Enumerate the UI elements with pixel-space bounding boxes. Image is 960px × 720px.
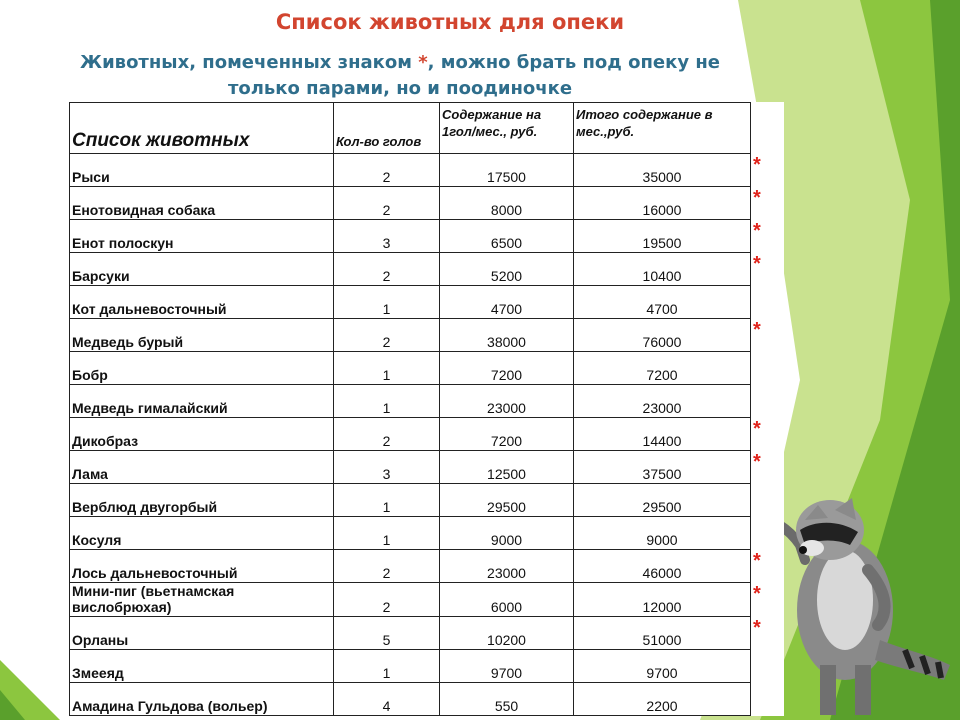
count-cell: 1	[334, 484, 440, 517]
opeka-single-mark	[751, 484, 784, 517]
count-cell: 1	[334, 517, 440, 550]
table-row	[70, 352, 784, 385]
animal-name-cell: Косуля	[70, 517, 334, 550]
animal-name-cell: Енот полоскун	[70, 220, 334, 253]
table-row	[70, 451, 784, 484]
animal-name-cell: Верблюд двугорбый	[70, 484, 334, 517]
count-cell: 2	[334, 319, 440, 352]
table-row	[70, 550, 784, 583]
subtitle-text-before: Животных, помеченных знаком	[80, 52, 419, 73]
count-cell: 2	[334, 253, 440, 286]
total-cell: 19500	[574, 220, 751, 253]
opeka-single-mark	[751, 517, 784, 550]
per-head-cell: 7200	[440, 418, 574, 451]
subtitle-text-after: , можно брать под опеку не только парами, но и поодиночке	[227, 52, 720, 99]
animal-name-cell: Медведь гималайский	[70, 385, 334, 418]
table-row	[70, 683, 784, 716]
total-cell: 37500	[574, 451, 751, 484]
opeka-single-mark	[751, 683, 784, 716]
total-cell: 10400	[574, 253, 751, 286]
opeka-single-mark: *	[753, 549, 761, 572]
table-row	[70, 319, 784, 352]
total-cell: 16000	[574, 187, 751, 220]
animal-name-cell: Енотовидная собака	[70, 187, 334, 220]
per-head-cell: 8000	[440, 187, 574, 220]
opeka-single-mark	[751, 650, 784, 683]
table-row	[70, 385, 784, 418]
table-row	[70, 286, 784, 319]
total-cell: 12000	[574, 583, 751, 617]
table-row	[70, 617, 784, 650]
animal-name-cell: Барсуки	[70, 253, 334, 286]
total-cell: 46000	[574, 550, 751, 583]
table-row	[70, 187, 784, 220]
count-cell: 2	[334, 583, 440, 617]
count-cell: 2	[334, 418, 440, 451]
total-cell: 29500	[574, 484, 751, 517]
animal-name-cell: Амадина Гульдова (вольер)	[70, 683, 334, 716]
count-cell: 1	[334, 286, 440, 319]
total-cell: 4700	[574, 286, 751, 319]
count-cell: 3	[334, 220, 440, 253]
total-cell: 76000	[574, 319, 751, 352]
count-cell: 2	[334, 550, 440, 583]
table-row	[70, 583, 784, 617]
table-row	[70, 418, 784, 451]
count-cell: 5	[334, 617, 440, 650]
opeka-single-mark: *	[753, 318, 761, 341]
page-subtitle	[60, 50, 740, 102]
total-cell: 9000	[574, 517, 751, 550]
table-row	[70, 220, 784, 253]
per-head-cell: 5200	[440, 253, 574, 286]
count-cell: 1	[334, 352, 440, 385]
per-head-cell: 23000	[440, 550, 574, 583]
animal-name-cell: Орланы	[70, 617, 334, 650]
per-head-cell: 12500	[440, 451, 574, 484]
opeka-single-mark	[751, 286, 784, 319]
total-cell: 14400	[574, 418, 751, 451]
animal-name-cell: Рыси	[70, 154, 334, 187]
per-head-cell: 10200	[440, 617, 574, 650]
per-head-cell: 550	[440, 683, 574, 716]
per-head-cell: 6500	[440, 220, 574, 253]
header-animal-list: Список животных	[70, 103, 334, 154]
opeka-single-mark: *	[753, 616, 761, 639]
opeka-single-mark: *	[753, 582, 761, 605]
header-total: Итого содержание в мес.,руб.	[574, 103, 751, 154]
animal-name-cell: Кот дальневосточный	[70, 286, 334, 319]
total-cell: 2200	[574, 683, 751, 716]
count-cell: 1	[334, 385, 440, 418]
per-head-cell: 9700	[440, 650, 574, 683]
per-head-cell: 4700	[440, 286, 574, 319]
header-per-head: Содержание на 1гол/мес., руб.	[440, 103, 574, 154]
animal-name-cell: Бобр	[70, 352, 334, 385]
animal-name-cell: Лама	[70, 451, 334, 484]
count-cell: 3	[334, 451, 440, 484]
opeka-single-mark: *	[753, 153, 761, 176]
animal-name-cell: Дикобраз	[70, 418, 334, 451]
per-head-cell: 17500	[440, 154, 574, 187]
opeka-single-mark	[751, 385, 784, 418]
table-row	[70, 154, 784, 187]
opeka-single-mark	[751, 352, 784, 385]
total-cell: 7200	[574, 352, 751, 385]
total-cell: 9700	[574, 650, 751, 683]
total-cell: 23000	[574, 385, 751, 418]
opeka-single-mark: *	[753, 252, 761, 275]
animal-name-cell: Змееяд	[70, 650, 334, 683]
animal-name-cell: Медведь бурый	[70, 319, 334, 352]
count-cell: 1	[334, 650, 440, 683]
table-header-row	[70, 103, 784, 154]
table-row	[70, 253, 784, 286]
animals-table	[69, 102, 784, 716]
opeka-single-mark: *	[753, 417, 761, 440]
opeka-single-mark: *	[753, 219, 761, 242]
total-cell: 51000	[574, 617, 751, 650]
per-head-cell: 29500	[440, 484, 574, 517]
animal-name-cell: Лось дальневосточный	[70, 550, 334, 583]
subtitle-star: *	[418, 52, 428, 73]
table-row	[70, 517, 784, 550]
header-mark-spacer	[751, 103, 784, 154]
count-cell: 2	[334, 154, 440, 187]
count-cell: 2	[334, 187, 440, 220]
animal-name-cell: Мини-пиг (вьетнамская вислобрюхая)	[70, 583, 334, 617]
per-head-cell: 9000	[440, 517, 574, 550]
opeka-single-mark: *	[753, 450, 761, 473]
per-head-cell: 6000	[440, 583, 574, 617]
count-cell: 4	[334, 683, 440, 716]
table-row	[70, 484, 784, 517]
opeka-single-mark: *	[753, 186, 761, 209]
header-count: Кол-во голов	[334, 103, 440, 154]
page-title: Список животных для опеки	[275, 10, 625, 34]
total-cell: 35000	[574, 154, 751, 187]
per-head-cell: 23000	[440, 385, 574, 418]
per-head-cell: 38000	[440, 319, 574, 352]
table-row	[70, 650, 784, 683]
per-head-cell: 7200	[440, 352, 574, 385]
